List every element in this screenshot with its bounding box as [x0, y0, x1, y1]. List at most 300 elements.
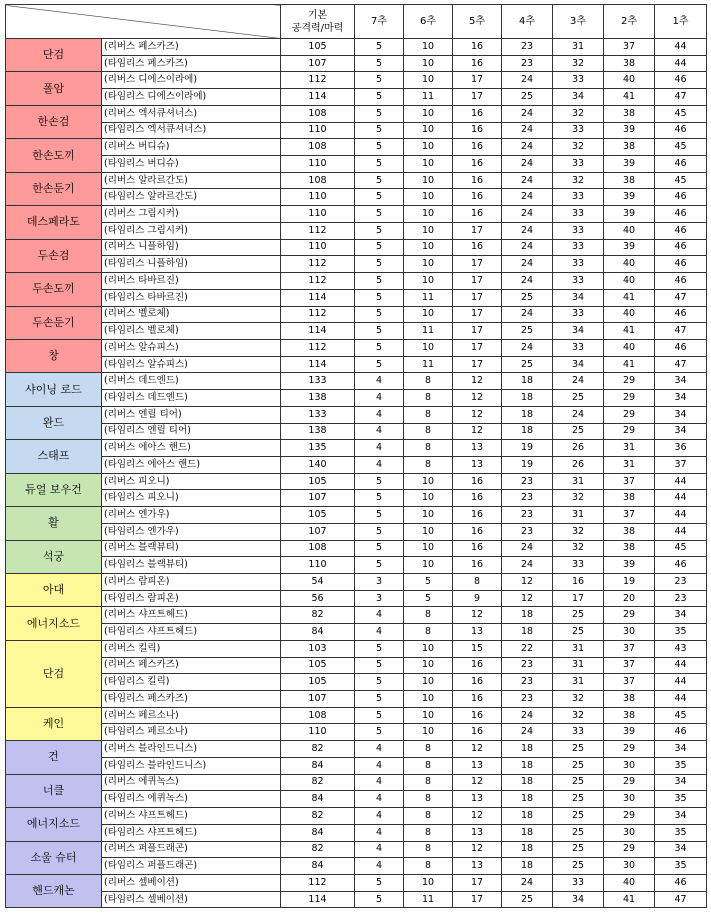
item-name: (타임리스 퍼플드래곤) [102, 858, 281, 875]
flame-value: 38 [604, 139, 655, 156]
flame-value: 12 [453, 390, 502, 407]
flame-value: 17 [553, 590, 604, 607]
flame-value: 8 [404, 373, 453, 390]
flame-value: 12 [502, 590, 553, 607]
flame-value: 10 [404, 557, 453, 574]
flame-value: 37 [604, 473, 655, 490]
flame-value: 17 [453, 891, 502, 908]
base-attack-value: 84 [281, 858, 355, 875]
flame-value: 5 [355, 557, 404, 574]
flame-value: 45 [655, 707, 707, 724]
table-row [6, 540, 707, 557]
weapon-category: 에너지소드 [6, 607, 102, 640]
flame-value: 35 [655, 757, 707, 774]
flame-value: 23 [502, 490, 553, 507]
flame-value: 11 [404, 356, 453, 373]
flame-value: 8 [404, 406, 453, 423]
flame-value: 34 [655, 741, 707, 758]
flame-value: 4 [355, 757, 404, 774]
flame-value: 25 [553, 390, 604, 407]
table-row [6, 273, 707, 290]
flame-value: 46 [655, 874, 707, 891]
flame-value: 16 [453, 206, 502, 223]
flame-value: 44 [655, 523, 707, 540]
flame-value: 5 [355, 239, 404, 256]
flame-value: 38 [604, 172, 655, 189]
flame-value: 4 [355, 390, 404, 407]
flame-value: 16 [453, 39, 502, 56]
flame-value: 45 [655, 139, 707, 156]
flame-value: 26 [553, 440, 604, 457]
flame-value: 10 [404, 139, 453, 156]
flame-value: 30 [604, 858, 655, 875]
weapon-category: 창 [6, 339, 102, 372]
flame-value: 34 [655, 390, 707, 407]
flame-value: 5 [355, 72, 404, 89]
flame-value: 8 [404, 440, 453, 457]
flame-value: 44 [655, 473, 707, 490]
flame-value: 34 [655, 373, 707, 390]
header-4: 4추 [502, 5, 553, 39]
flame-value: 24 [502, 105, 553, 122]
flame-value: 18 [502, 841, 553, 858]
flame-value: 5 [355, 707, 404, 724]
item-name: (리버스 디에스이라에) [102, 72, 281, 89]
flame-value: 5 [355, 55, 404, 72]
table-row [6, 741, 707, 758]
flame-value: 16 [453, 156, 502, 173]
flame-value: 3 [355, 590, 404, 607]
flame-value: 5 [404, 590, 453, 607]
base-attack-value: 110 [281, 206, 355, 223]
flame-value: 5 [355, 507, 404, 524]
table-row [6, 640, 707, 657]
flame-value: 5 [355, 156, 404, 173]
flame-value: 31 [553, 39, 604, 56]
flame-value: 30 [604, 824, 655, 841]
flame-value: 16 [453, 490, 502, 507]
flame-value: 24 [502, 707, 553, 724]
weapon-category: 활 [6, 507, 102, 540]
flame-value: 4 [355, 858, 404, 875]
flame-value: 25 [553, 841, 604, 858]
flame-value: 16 [453, 523, 502, 540]
flame-value: 24 [502, 339, 553, 356]
base-attack-value: 110 [281, 239, 355, 256]
flame-value: 16 [453, 707, 502, 724]
flame-value: 25 [502, 323, 553, 340]
flame-value: 4 [355, 841, 404, 858]
flame-value: 32 [553, 139, 604, 156]
base-attack-value: 138 [281, 423, 355, 440]
flame-value: 23 [502, 657, 553, 674]
flame-value: 31 [604, 440, 655, 457]
flame-value: 10 [404, 189, 453, 206]
flame-value: 34 [655, 607, 707, 624]
flame-value: 23 [502, 473, 553, 490]
weapon-category: 스태프 [6, 440, 102, 473]
flame-value: 20 [604, 590, 655, 607]
flame-value: 43 [655, 640, 707, 657]
item-name: (리버스 샤프트헤드) [102, 607, 281, 624]
flame-value: 25 [553, 824, 604, 841]
flame-value: 29 [604, 406, 655, 423]
header-1: 1추 [655, 5, 707, 39]
flame-value: 12 [453, 774, 502, 791]
flame-value: 10 [404, 306, 453, 323]
base-attack-value: 107 [281, 490, 355, 507]
item-name: (타임리스 페스카즈) [102, 691, 281, 708]
flame-value: 16 [453, 239, 502, 256]
flame-value: 25 [553, 423, 604, 440]
flame-value: 31 [553, 657, 604, 674]
base-attack-value: 103 [281, 640, 355, 657]
flame-value: 25 [553, 607, 604, 624]
item-name: (리버스 블랙뷰티) [102, 540, 281, 557]
flame-value: 34 [655, 423, 707, 440]
flame-value: 8 [404, 757, 453, 774]
flame-value: 5 [355, 89, 404, 106]
flame-value: 38 [604, 55, 655, 72]
flame-value: 46 [655, 724, 707, 741]
flame-value: 19 [502, 456, 553, 473]
flame-value: 18 [502, 741, 553, 758]
flame-value: 24 [502, 206, 553, 223]
item-name: (리버스 엔가우) [102, 507, 281, 524]
flame-value: 5 [355, 139, 404, 156]
flame-value: 4 [355, 808, 404, 825]
item-name: (타임리스 페르소나) [102, 724, 281, 741]
flame-value: 16 [453, 674, 502, 691]
flame-value: 46 [655, 122, 707, 139]
flame-value: 5 [355, 122, 404, 139]
flame-value: 12 [453, 423, 502, 440]
flame-value: 24 [502, 222, 553, 239]
weapon-category: 폴암 [6, 72, 102, 105]
flame-value: 5 [355, 473, 404, 490]
item-name: (리버스 니플하임) [102, 239, 281, 256]
flame-value: 5 [355, 640, 404, 657]
weapon-category: 에너지소드 [6, 808, 102, 841]
flame-value: 17 [453, 72, 502, 89]
flame-value: 35 [655, 791, 707, 808]
flame-value: 39 [604, 557, 655, 574]
flame-value: 18 [502, 624, 553, 641]
flame-value: 10 [404, 540, 453, 557]
flame-value: 46 [655, 273, 707, 290]
flame-value: 18 [502, 808, 553, 825]
flame-value: 25 [502, 891, 553, 908]
flame-value: 5 [355, 222, 404, 239]
flame-value: 10 [404, 222, 453, 239]
base-attack-value: 84 [281, 791, 355, 808]
flame-value: 32 [553, 172, 604, 189]
table-body [6, 39, 707, 908]
item-name: (리버스 에퀴녹스) [102, 774, 281, 791]
flame-value: 25 [553, 757, 604, 774]
flame-value: 5 [355, 339, 404, 356]
flame-value: 16 [453, 105, 502, 122]
flame-value: 18 [502, 390, 553, 407]
flame-value: 23 [502, 39, 553, 56]
flame-value: 5 [355, 523, 404, 540]
flame-value: 33 [553, 273, 604, 290]
flame-value: 31 [553, 674, 604, 691]
base-attack-value: 112 [281, 222, 355, 239]
flame-value: 36 [655, 440, 707, 457]
flame-value: 40 [604, 874, 655, 891]
flame-value: 5 [355, 189, 404, 206]
item-name: (타임리스 블라인드니스) [102, 757, 281, 774]
flame-value: 46 [655, 72, 707, 89]
flame-value: 12 [453, 808, 502, 825]
table-row [6, 574, 707, 591]
flame-value: 17 [453, 323, 502, 340]
flame-value: 11 [404, 289, 453, 306]
flame-value: 30 [604, 624, 655, 641]
flame-value: 10 [404, 72, 453, 89]
table-row [6, 289, 707, 306]
base-attack-value: 110 [281, 156, 355, 173]
flame-value: 41 [604, 289, 655, 306]
flame-value: 32 [553, 523, 604, 540]
flame-value: 38 [604, 691, 655, 708]
flame-value: 17 [453, 306, 502, 323]
flame-value: 23 [502, 55, 553, 72]
flame-value: 8 [404, 390, 453, 407]
item-name: (타임리스 샤프트헤드) [102, 624, 281, 641]
flame-value: 4 [355, 774, 404, 791]
item-name: (타임리스 킬릭) [102, 674, 281, 691]
table-row [6, 373, 707, 390]
base-attack-value: 110 [281, 557, 355, 574]
table-row [6, 891, 707, 908]
flame-value: 45 [655, 105, 707, 122]
flame-value: 10 [404, 724, 453, 741]
flame-value: 34 [553, 323, 604, 340]
flame-value: 16 [453, 507, 502, 524]
flame-value: 18 [502, 607, 553, 624]
flame-value: 23 [502, 507, 553, 524]
flame-value: 35 [655, 624, 707, 641]
flame-value: 10 [404, 490, 453, 507]
base-attack-value: 112 [281, 339, 355, 356]
base-attack-value: 114 [281, 356, 355, 373]
flame-value: 8 [404, 808, 453, 825]
flame-value: 38 [604, 523, 655, 540]
flame-value: 4 [355, 456, 404, 473]
item-name: (리버스 셀베이션) [102, 874, 281, 891]
flame-value: 24 [553, 406, 604, 423]
flame-value: 16 [453, 724, 502, 741]
flame-value: 16 [453, 657, 502, 674]
weapon-flame-table [5, 4, 707, 908]
flame-value: 34 [655, 774, 707, 791]
flame-value: 13 [453, 824, 502, 841]
table-row [6, 189, 707, 206]
flame-value: 44 [655, 507, 707, 524]
flame-value: 17 [453, 222, 502, 239]
flame-value: 8 [404, 607, 453, 624]
item-name: (리버스 타바르진) [102, 273, 281, 290]
item-name: (타임리스 타바르진) [102, 289, 281, 306]
flame-value: 44 [655, 674, 707, 691]
flame-value: 5 [355, 356, 404, 373]
flame-value: 10 [404, 657, 453, 674]
flame-value: 46 [655, 189, 707, 206]
flame-value: 4 [355, 791, 404, 808]
flame-value: 13 [453, 791, 502, 808]
flame-value: 13 [453, 757, 502, 774]
base-attack-value: 108 [281, 172, 355, 189]
flame-value: 8 [404, 824, 453, 841]
table-row [6, 89, 707, 106]
flame-value: 10 [404, 640, 453, 657]
base-attack-value: 112 [281, 256, 355, 273]
table-row [6, 456, 707, 473]
flame-value: 16 [453, 691, 502, 708]
base-attack-value: 105 [281, 657, 355, 674]
flame-value: 12 [453, 607, 502, 624]
base-attack-value: 110 [281, 122, 355, 139]
flame-value: 33 [553, 874, 604, 891]
table-row [6, 440, 707, 457]
flame-value: 18 [502, 791, 553, 808]
base-attack-value: 84 [281, 824, 355, 841]
weapon-category: 아대 [6, 574, 102, 607]
flame-value: 24 [502, 540, 553, 557]
flame-value: 4 [355, 406, 404, 423]
flame-value: 25 [502, 356, 553, 373]
flame-value: 23 [502, 523, 553, 540]
base-attack-value: 107 [281, 55, 355, 72]
flame-value: 31 [553, 473, 604, 490]
flame-value: 8 [404, 841, 453, 858]
flame-value: 23 [502, 691, 553, 708]
flame-value: 12 [502, 574, 553, 591]
weapon-category: 소울 슈터 [6, 841, 102, 874]
table-row [6, 306, 707, 323]
table-row [6, 507, 707, 524]
flame-value: 5 [355, 691, 404, 708]
table-row [6, 824, 707, 841]
item-name: (리버스 람피온) [102, 574, 281, 591]
flame-value: 17 [453, 339, 502, 356]
flame-value: 23 [655, 574, 707, 591]
flame-value: 5 [355, 289, 404, 306]
table-row [6, 172, 707, 189]
flame-value: 13 [453, 440, 502, 457]
flame-value: 41 [604, 891, 655, 908]
flame-value: 46 [655, 339, 707, 356]
flame-value: 10 [404, 339, 453, 356]
item-name: (타임리스 람피온) [102, 590, 281, 607]
item-name: (리버스 버디슈) [102, 139, 281, 156]
flame-value: 37 [655, 456, 707, 473]
table-row [6, 523, 707, 540]
corner-diagonal-header [6, 5, 281, 39]
flame-value: 8 [404, 423, 453, 440]
flame-value: 33 [553, 206, 604, 223]
flame-value: 18 [502, 757, 553, 774]
flame-value: 4 [355, 824, 404, 841]
flame-value: 5 [355, 874, 404, 891]
flame-value: 8 [404, 741, 453, 758]
flame-value: 25 [553, 858, 604, 875]
flame-value: 5 [355, 724, 404, 741]
flame-value: 35 [655, 824, 707, 841]
flame-value: 23 [502, 674, 553, 691]
item-name: (타임리스 에퀴녹스) [102, 791, 281, 808]
flame-value: 40 [604, 222, 655, 239]
flame-value: 39 [604, 189, 655, 206]
header-base-attack: 기본 공격력/마력 [281, 5, 355, 39]
flame-value: 46 [655, 206, 707, 223]
flame-value: 29 [604, 741, 655, 758]
item-name: (리버스 퍼플드래곤) [102, 841, 281, 858]
item-name: (리버스 샤프트헤드) [102, 808, 281, 825]
flame-value: 24 [502, 72, 553, 89]
table-row [6, 841, 707, 858]
item-name: (리버스 데드엔드) [102, 373, 281, 390]
flame-value: 33 [553, 72, 604, 89]
flame-value: 46 [655, 222, 707, 239]
flame-value: 34 [553, 891, 604, 908]
flame-value: 24 [502, 122, 553, 139]
base-attack-value: 133 [281, 406, 355, 423]
flame-value: 5 [355, 39, 404, 56]
weapon-category: 핸드캐논 [6, 874, 102, 907]
weapon-category: 완드 [6, 406, 102, 439]
flame-value: 16 [453, 139, 502, 156]
table-row [6, 423, 707, 440]
flame-value: 25 [553, 808, 604, 825]
flame-value: 33 [553, 306, 604, 323]
base-attack-value: 112 [281, 874, 355, 891]
flame-value: 46 [655, 156, 707, 173]
flame-value: 24 [502, 306, 553, 323]
flame-value: 39 [604, 724, 655, 741]
weapon-category: 한손검 [6, 105, 102, 138]
flame-value: 10 [404, 39, 453, 56]
base-attack-value: 84 [281, 757, 355, 774]
item-name: (타임리스 알슈피스) [102, 356, 281, 373]
table-row [6, 657, 707, 674]
item-name: (리버스 에아스 핸드) [102, 440, 281, 457]
table-row [6, 139, 707, 156]
flame-value: 47 [655, 289, 707, 306]
base-attack-value: 110 [281, 724, 355, 741]
flame-value: 17 [453, 256, 502, 273]
flame-value: 47 [655, 323, 707, 340]
base-attack-value: 108 [281, 139, 355, 156]
table-row [6, 406, 707, 423]
weapon-category: 건 [6, 741, 102, 774]
flame-value: 40 [604, 72, 655, 89]
item-name: (타임리스 버디슈) [102, 156, 281, 173]
base-attack-value: 114 [281, 89, 355, 106]
base-attack-value: 114 [281, 323, 355, 340]
flame-value: 8 [404, 791, 453, 808]
flame-value: 44 [655, 39, 707, 56]
flame-value: 22 [502, 640, 553, 657]
table-row [6, 624, 707, 641]
item-name: (타임리스 셀베이션) [102, 891, 281, 908]
item-name: (타임리스 디에스이라에) [102, 89, 281, 106]
flame-value: 12 [453, 741, 502, 758]
flame-value: 5 [355, 206, 404, 223]
base-attack-value: 107 [281, 691, 355, 708]
